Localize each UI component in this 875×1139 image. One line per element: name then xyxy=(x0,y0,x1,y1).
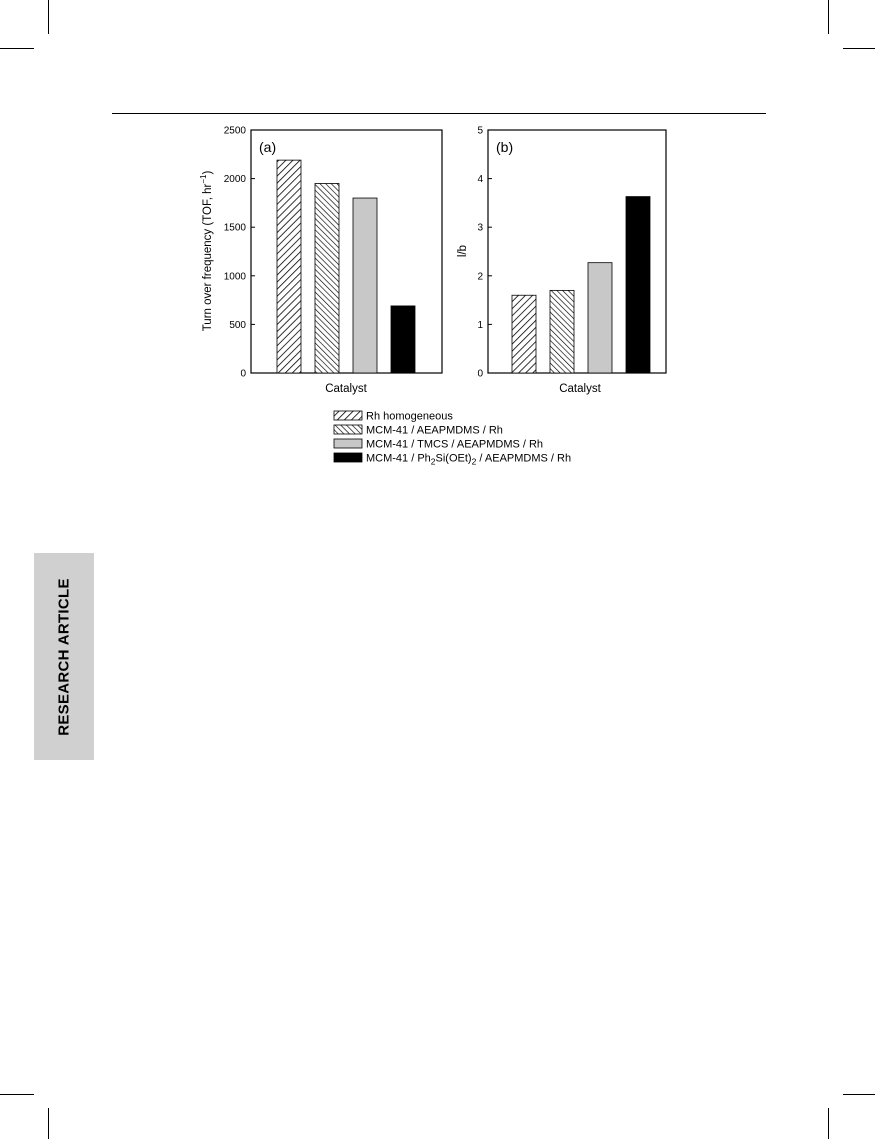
legend-label-part: Si(OEt) xyxy=(435,452,472,465)
y-tick-label: 0 xyxy=(477,368,483,380)
legend-label: Rh homogeneous xyxy=(366,410,453,423)
y-axis-label xyxy=(199,171,214,332)
legend-swatch xyxy=(334,425,362,434)
y-tick-label: 2 xyxy=(477,271,483,283)
bar xyxy=(315,183,339,373)
bar xyxy=(626,197,650,373)
legend-label-part: / AEAPMDMS / Rh xyxy=(476,452,572,465)
y-tick-label: 2000 xyxy=(223,174,246,186)
legend-label-sub: 2 xyxy=(430,456,436,467)
y-tick-label: 1 xyxy=(477,319,483,331)
legend-swatch xyxy=(334,439,362,448)
y-axis-label: l/b xyxy=(457,244,469,258)
bar xyxy=(277,160,301,373)
y-axis-label-text: Turn over frequency (TOF, hr xyxy=(202,183,214,332)
panel-a xyxy=(199,126,442,396)
y-tick-label: 500 xyxy=(229,319,246,331)
legend-swatch xyxy=(334,411,362,420)
bar xyxy=(391,306,415,373)
legend-label-part: MCM-41 / Ph xyxy=(366,452,431,465)
panel-label: (a) xyxy=(259,139,277,155)
legend-label-sub: 2 xyxy=(471,456,477,467)
legend-label xyxy=(366,453,571,467)
y-tick-label: 2500 xyxy=(223,125,246,137)
y-tick-label: 0 xyxy=(240,368,246,380)
bar xyxy=(353,198,377,373)
legend xyxy=(334,411,571,467)
x-axis-label: Catalyst xyxy=(325,383,367,395)
y-tick-label: 3 xyxy=(477,222,483,234)
y-axis-label-sup: −1 xyxy=(199,174,208,184)
bar xyxy=(512,295,536,373)
y-tick-label: 1500 xyxy=(223,222,246,234)
panel-label: (b) xyxy=(496,139,514,155)
y-tick-label: 5 xyxy=(477,125,483,137)
section-tab-label: RESEARCH ARTICLE xyxy=(55,577,73,736)
bar xyxy=(588,263,612,373)
x-axis-label: Catalyst xyxy=(559,383,601,395)
panel-b xyxy=(457,126,666,396)
bar xyxy=(550,290,574,373)
y-tick-label: 4 xyxy=(477,174,483,186)
y-tick-label: 1000 xyxy=(223,271,246,283)
legend-swatch xyxy=(334,453,362,462)
legend-label: MCM-41 / TMCS / AEAPMDMS / Rh xyxy=(366,438,544,451)
y-axis-label-close: ) xyxy=(202,170,214,175)
legend-label: MCM-41 / AEAPMDMS / Rh xyxy=(366,424,503,437)
